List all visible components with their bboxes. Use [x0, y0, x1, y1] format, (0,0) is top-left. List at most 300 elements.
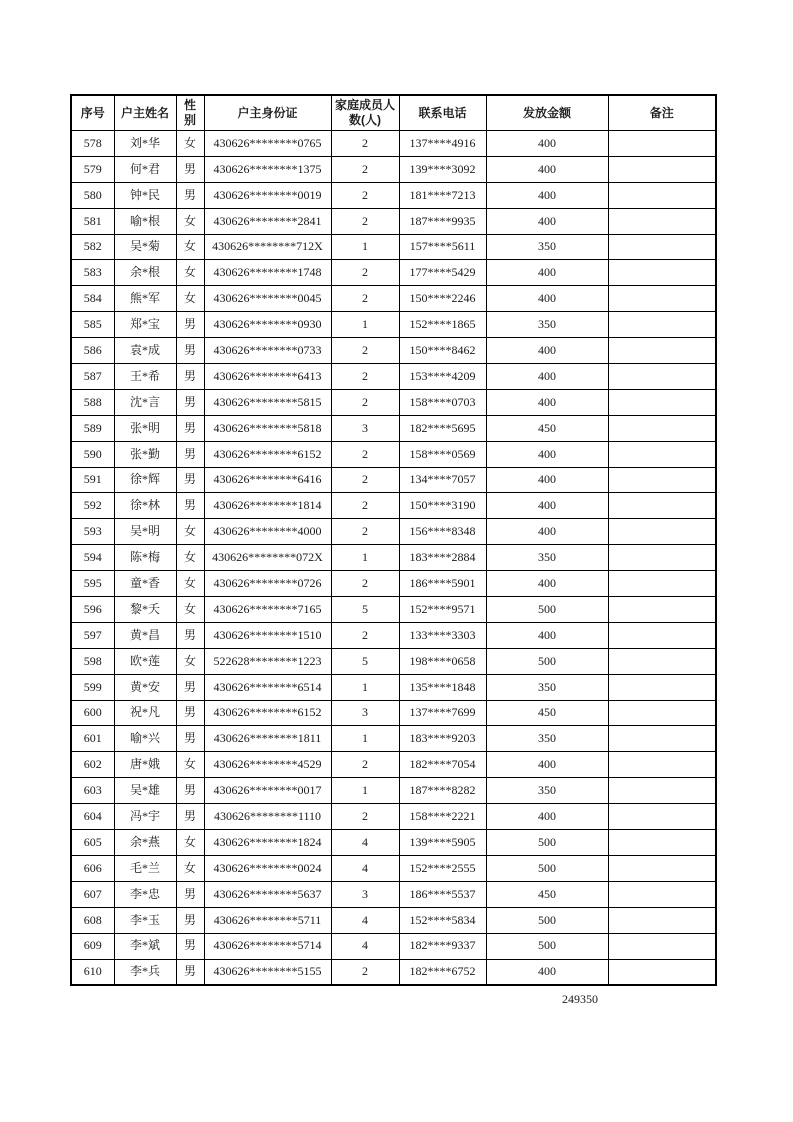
- cell-id: 430626********1110: [204, 804, 331, 830]
- cell-phone: 134****7057: [399, 467, 486, 493]
- table-row: [71, 182, 716, 208]
- column-header-family: 家庭成员人数(人): [331, 95, 399, 131]
- cell-gender: 男: [176, 674, 204, 700]
- cell-id: 430626********1811: [204, 726, 331, 752]
- cell-phone: 156****8348: [399, 519, 486, 545]
- cell-amount: 400: [486, 364, 608, 390]
- table-row: [71, 338, 716, 364]
- cell-name: 沈*言: [114, 389, 176, 415]
- cell-family: 4: [331, 933, 399, 959]
- cell-name: 吴*菊: [114, 234, 176, 260]
- cell-family: 2: [331, 338, 399, 364]
- cell-family: 4: [331, 907, 399, 933]
- cell-remark: [608, 700, 716, 726]
- cell-name: 李*忠: [114, 881, 176, 907]
- cell-phone: 157****5611: [399, 234, 486, 260]
- cell-id: 430626********712X: [204, 234, 331, 260]
- cell-index: 601: [71, 726, 114, 752]
- cell-id: 430626********4529: [204, 752, 331, 778]
- cell-amount: 500: [486, 855, 608, 881]
- cell-gender: 男: [176, 364, 204, 390]
- cell-amount: 500: [486, 597, 608, 623]
- cell-phone: 182****5695: [399, 415, 486, 441]
- cell-name: 欧*莲: [114, 648, 176, 674]
- cell-id: 430626********4000: [204, 519, 331, 545]
- cell-index: 599: [71, 674, 114, 700]
- table-row: [71, 312, 716, 338]
- cell-remark: [608, 933, 716, 959]
- cell-amount: 400: [486, 182, 608, 208]
- cell-family: 2: [331, 389, 399, 415]
- cell-phone: 152****1865: [399, 312, 486, 338]
- cell-index: 600: [71, 700, 114, 726]
- cell-index: 603: [71, 778, 114, 804]
- table-row: [71, 830, 716, 856]
- cell-family: 2: [331, 286, 399, 312]
- cell-amount: 400: [486, 208, 608, 234]
- cell-gender: 女: [176, 208, 204, 234]
- cell-family: 1: [331, 312, 399, 338]
- cell-family: 2: [331, 804, 399, 830]
- table-row: [71, 493, 716, 519]
- cell-name: 钟*民: [114, 182, 176, 208]
- cell-gender: 女: [176, 519, 204, 545]
- cell-amount: 500: [486, 648, 608, 674]
- cell-family: 1: [331, 726, 399, 752]
- cell-name: 祝*凡: [114, 700, 176, 726]
- cell-id: 430626********6152: [204, 441, 331, 467]
- cell-phone: 186****5901: [399, 571, 486, 597]
- cell-family: 2: [331, 571, 399, 597]
- cell-phone: 137****7699: [399, 700, 486, 726]
- cell-remark: [608, 441, 716, 467]
- cell-amount: 400: [486, 571, 608, 597]
- cell-phone: 186****5537: [399, 881, 486, 907]
- cell-amount: 400: [486, 519, 608, 545]
- cell-amount: 350: [486, 674, 608, 700]
- cell-gender: 男: [176, 959, 204, 985]
- cell-name: 童*香: [114, 571, 176, 597]
- cell-name: 喻*兴: [114, 726, 176, 752]
- cell-index: 588: [71, 389, 114, 415]
- cell-gender: 男: [176, 182, 204, 208]
- cell-remark: [608, 338, 716, 364]
- cell-gender: 女: [176, 752, 204, 778]
- cell-phone: 135****1848: [399, 674, 486, 700]
- cell-remark: [608, 131, 716, 157]
- table-row: [71, 260, 716, 286]
- cell-family: 3: [331, 415, 399, 441]
- cell-index: 604: [71, 804, 114, 830]
- cell-amount: 450: [486, 700, 608, 726]
- cell-index: 608: [71, 907, 114, 933]
- cell-index: 610: [71, 959, 114, 985]
- cell-id: 430626********1824: [204, 830, 331, 856]
- cell-index: 585: [71, 312, 114, 338]
- cell-gender: 男: [176, 700, 204, 726]
- cell-phone: 139****3092: [399, 156, 486, 182]
- table-row: [71, 726, 716, 752]
- cell-family: 2: [331, 208, 399, 234]
- cell-gender: 男: [176, 933, 204, 959]
- cell-remark: [608, 778, 716, 804]
- cell-gender: 男: [176, 467, 204, 493]
- cell-family: 2: [331, 467, 399, 493]
- cell-id: 430626********0733: [204, 338, 331, 364]
- cell-gender: 女: [176, 830, 204, 856]
- cell-amount: 500: [486, 933, 608, 959]
- cell-family: 1: [331, 778, 399, 804]
- cell-phone: 182****6752: [399, 959, 486, 985]
- cell-remark: [608, 881, 716, 907]
- cell-index: 602: [71, 752, 114, 778]
- table-row: [71, 959, 716, 985]
- cell-remark: [608, 493, 716, 519]
- cell-phone: 182****7054: [399, 752, 486, 778]
- cell-remark: [608, 415, 716, 441]
- table-header-row: [71, 95, 716, 131]
- cell-amount: 400: [486, 338, 608, 364]
- cell-name: 熊*军: [114, 286, 176, 312]
- cell-remark: [608, 674, 716, 700]
- cell-remark: [608, 364, 716, 390]
- table-row: [71, 622, 716, 648]
- cell-id: 522628********1223: [204, 648, 331, 674]
- cell-id: 430626********1748: [204, 260, 331, 286]
- grand-total-amount: 249350: [562, 992, 598, 1006]
- cell-family: 4: [331, 830, 399, 856]
- cell-remark: [608, 312, 716, 338]
- cell-id: 430626********6152: [204, 700, 331, 726]
- cell-id: 430626********5155: [204, 959, 331, 985]
- cell-index: 581: [71, 208, 114, 234]
- cell-gender: 男: [176, 907, 204, 933]
- cell-name: 袁*成: [114, 338, 176, 364]
- cell-name: 黄*昌: [114, 622, 176, 648]
- cell-amount: 400: [486, 622, 608, 648]
- cell-family: 2: [331, 131, 399, 157]
- cell-remark: [608, 182, 716, 208]
- cell-family: 5: [331, 648, 399, 674]
- cell-gender: 男: [176, 156, 204, 182]
- cell-gender: 男: [176, 493, 204, 519]
- subsidy-roster-table: [70, 94, 717, 986]
- cell-id: 430626********5637: [204, 881, 331, 907]
- cell-name: 黎*夭: [114, 597, 176, 623]
- cell-index: 590: [71, 441, 114, 467]
- cell-gender: 女: [176, 234, 204, 260]
- cell-phone: 183****9203: [399, 726, 486, 752]
- cell-phone: 158****0569: [399, 441, 486, 467]
- cell-index: 584: [71, 286, 114, 312]
- cell-amount: 400: [486, 804, 608, 830]
- cell-phone: 137****4916: [399, 131, 486, 157]
- roster-sheet: [70, 94, 717, 986]
- cell-index: 596: [71, 597, 114, 623]
- cell-remark: [608, 726, 716, 752]
- column-header-id: 户主身份证: [204, 95, 331, 131]
- table-body: [71, 131, 716, 986]
- cell-phone: 153****4209: [399, 364, 486, 390]
- cell-family: 2: [331, 182, 399, 208]
- cell-gender: 女: [176, 855, 204, 881]
- cell-family: 2: [331, 156, 399, 182]
- cell-remark: [608, 234, 716, 260]
- cell-family: 3: [331, 881, 399, 907]
- table-row: [71, 752, 716, 778]
- cell-id: 430626********1814: [204, 493, 331, 519]
- table-row: [71, 286, 716, 312]
- cell-amount: 400: [486, 441, 608, 467]
- column-header-gender: 性别: [176, 95, 204, 131]
- cell-remark: [608, 156, 716, 182]
- column-header-name: 户主姓名: [114, 95, 176, 131]
- cell-family: 2: [331, 441, 399, 467]
- cell-remark: [608, 804, 716, 830]
- cell-id: 430626********0017: [204, 778, 331, 804]
- table-row: [71, 881, 716, 907]
- cell-family: 2: [331, 959, 399, 985]
- cell-name: 余*根: [114, 260, 176, 286]
- cell-amount: 400: [486, 286, 608, 312]
- cell-index: 593: [71, 519, 114, 545]
- cell-amount: 400: [486, 959, 608, 985]
- cell-gender: 男: [176, 389, 204, 415]
- cell-phone: 150****3190: [399, 493, 486, 519]
- cell-phone: 187****9935: [399, 208, 486, 234]
- table-row: [71, 855, 716, 881]
- cell-index: 592: [71, 493, 114, 519]
- cell-gender: 女: [176, 260, 204, 286]
- cell-phone: 198****0658: [399, 648, 486, 674]
- cell-id: 430626********5815: [204, 389, 331, 415]
- cell-phone: 150****2246: [399, 286, 486, 312]
- table-row: [71, 208, 716, 234]
- cell-name: 徐*辉: [114, 467, 176, 493]
- cell-family: 2: [331, 260, 399, 286]
- cell-remark: [608, 907, 716, 933]
- cell-phone: 158****2221: [399, 804, 486, 830]
- cell-family: 2: [331, 493, 399, 519]
- cell-phone: 150****8462: [399, 338, 486, 364]
- cell-name: 郑*宝: [114, 312, 176, 338]
- cell-name: 李*斌: [114, 933, 176, 959]
- cell-family: 3: [331, 700, 399, 726]
- cell-amount: 350: [486, 312, 608, 338]
- cell-id: 430626********2841: [204, 208, 331, 234]
- cell-phone: 139****5905: [399, 830, 486, 856]
- cell-remark: [608, 260, 716, 286]
- cell-name: 李*兵: [114, 959, 176, 985]
- column-header-remark: 备注: [608, 95, 716, 131]
- table-row: [71, 234, 716, 260]
- table-row: [71, 674, 716, 700]
- cell-index: 605: [71, 830, 114, 856]
- cell-index: 597: [71, 622, 114, 648]
- cell-gender: 男: [176, 804, 204, 830]
- cell-family: 2: [331, 752, 399, 778]
- table-row: [71, 156, 716, 182]
- cell-remark: [608, 389, 716, 415]
- cell-gender: 女: [176, 571, 204, 597]
- cell-id: 430626********0726: [204, 571, 331, 597]
- table-row: [71, 389, 716, 415]
- cell-index: 586: [71, 338, 114, 364]
- cell-gender: 男: [176, 312, 204, 338]
- cell-remark: [608, 571, 716, 597]
- cell-amount: 400: [486, 156, 608, 182]
- cell-name: 黄*安: [114, 674, 176, 700]
- cell-family: 5: [331, 597, 399, 623]
- cell-gender: 女: [176, 648, 204, 674]
- cell-amount: 500: [486, 907, 608, 933]
- cell-amount: 400: [486, 389, 608, 415]
- cell-index: 598: [71, 648, 114, 674]
- cell-id: 430626********0045: [204, 286, 331, 312]
- cell-index: 591: [71, 467, 114, 493]
- cell-gender: 男: [176, 778, 204, 804]
- table-row: [71, 804, 716, 830]
- cell-amount: 400: [486, 260, 608, 286]
- cell-id: 430626********0765: [204, 131, 331, 157]
- column-header-phone: 联系电话: [399, 95, 486, 131]
- cell-phone: 133****3303: [399, 622, 486, 648]
- cell-name: 唐*娥: [114, 752, 176, 778]
- cell-gender: 男: [176, 415, 204, 441]
- cell-family: 4: [331, 855, 399, 881]
- cell-amount: 400: [486, 752, 608, 778]
- cell-index: 582: [71, 234, 114, 260]
- cell-gender: 男: [176, 441, 204, 467]
- cell-remark: [608, 208, 716, 234]
- table-row: [71, 364, 716, 390]
- cell-index: 579: [71, 156, 114, 182]
- cell-index: 580: [71, 182, 114, 208]
- cell-index: 606: [71, 855, 114, 881]
- cell-name: 何*君: [114, 156, 176, 182]
- cell-id: 430626********0930: [204, 312, 331, 338]
- table-row: [71, 648, 716, 674]
- cell-name: 徐*林: [114, 493, 176, 519]
- cell-gender: 男: [176, 881, 204, 907]
- cell-id: 430626********6416: [204, 467, 331, 493]
- cell-amount: 350: [486, 234, 608, 260]
- cell-amount: 350: [486, 778, 608, 804]
- cell-name: 张*明: [114, 415, 176, 441]
- cell-name: 王*希: [114, 364, 176, 390]
- cell-phone: 182****9337: [399, 933, 486, 959]
- table-row: [71, 933, 716, 959]
- cell-name: 吴*明: [114, 519, 176, 545]
- cell-id: 430626********1375: [204, 156, 331, 182]
- cell-amount: 350: [486, 545, 608, 571]
- cell-gender: 女: [176, 131, 204, 157]
- cell-family: 2: [331, 519, 399, 545]
- cell-remark: [608, 855, 716, 881]
- cell-amount: 450: [486, 415, 608, 441]
- cell-name: 毛*兰: [114, 855, 176, 881]
- cell-phone: 181****7213: [399, 182, 486, 208]
- cell-index: 587: [71, 364, 114, 390]
- column-header-index: 序号: [71, 95, 114, 131]
- table-row: [71, 545, 716, 571]
- cell-name: 喻*根: [114, 208, 176, 234]
- table-row: [71, 131, 716, 157]
- cell-gender: 女: [176, 597, 204, 623]
- cell-id: 430626********7165: [204, 597, 331, 623]
- cell-id: 430626********5714: [204, 933, 331, 959]
- cell-name: 吴*雄: [114, 778, 176, 804]
- cell-name: 张*勤: [114, 441, 176, 467]
- cell-remark: [608, 648, 716, 674]
- cell-phone: 152****5834: [399, 907, 486, 933]
- cell-remark: [608, 545, 716, 571]
- cell-remark: [608, 959, 716, 985]
- cell-family: 1: [331, 234, 399, 260]
- cell-amount: 500: [486, 830, 608, 856]
- table-row: [71, 467, 716, 493]
- table-row: [71, 700, 716, 726]
- table-row: [71, 571, 716, 597]
- table-row: [71, 441, 716, 467]
- cell-id: 430626********0024: [204, 855, 331, 881]
- table-row: [71, 519, 716, 545]
- cell-gender: 男: [176, 622, 204, 648]
- cell-index: 595: [71, 571, 114, 597]
- cell-name: 冯*宇: [114, 804, 176, 830]
- cell-phone: 183****2884: [399, 545, 486, 571]
- cell-remark: [608, 286, 716, 312]
- table-row: [71, 778, 716, 804]
- cell-phone: 187****8282: [399, 778, 486, 804]
- cell-index: 609: [71, 933, 114, 959]
- cell-id: 430626********6514: [204, 674, 331, 700]
- cell-index: 578: [71, 131, 114, 157]
- cell-remark: [608, 467, 716, 493]
- cell-remark: [608, 597, 716, 623]
- cell-name: 余*燕: [114, 830, 176, 856]
- cell-family: 1: [331, 674, 399, 700]
- cell-remark: [608, 830, 716, 856]
- cell-id: 430626********5818: [204, 415, 331, 441]
- cell-family: 2: [331, 622, 399, 648]
- cell-remark: [608, 622, 716, 648]
- cell-index: 583: [71, 260, 114, 286]
- cell-gender: 女: [176, 545, 204, 571]
- cell-id: 430626********072X: [204, 545, 331, 571]
- cell-index: 589: [71, 415, 114, 441]
- cell-name: 李*玉: [114, 907, 176, 933]
- cell-id: 430626********0019: [204, 182, 331, 208]
- cell-amount: 400: [486, 467, 608, 493]
- cell-index: 607: [71, 881, 114, 907]
- column-header-amount: 发放金额: [486, 95, 608, 131]
- cell-phone: 152****2555: [399, 855, 486, 881]
- table-row: [71, 907, 716, 933]
- cell-gender: 男: [176, 726, 204, 752]
- cell-remark: [608, 752, 716, 778]
- cell-name: 刘*华: [114, 131, 176, 157]
- cell-gender: 男: [176, 338, 204, 364]
- cell-family: 2: [331, 364, 399, 390]
- cell-amount: 450: [486, 881, 608, 907]
- table-row: [71, 597, 716, 623]
- cell-phone: 177****5429: [399, 260, 486, 286]
- cell-id: 430626********5711: [204, 907, 331, 933]
- cell-name: 陈*梅: [114, 545, 176, 571]
- cell-gender: 女: [176, 286, 204, 312]
- cell-amount: 350: [486, 726, 608, 752]
